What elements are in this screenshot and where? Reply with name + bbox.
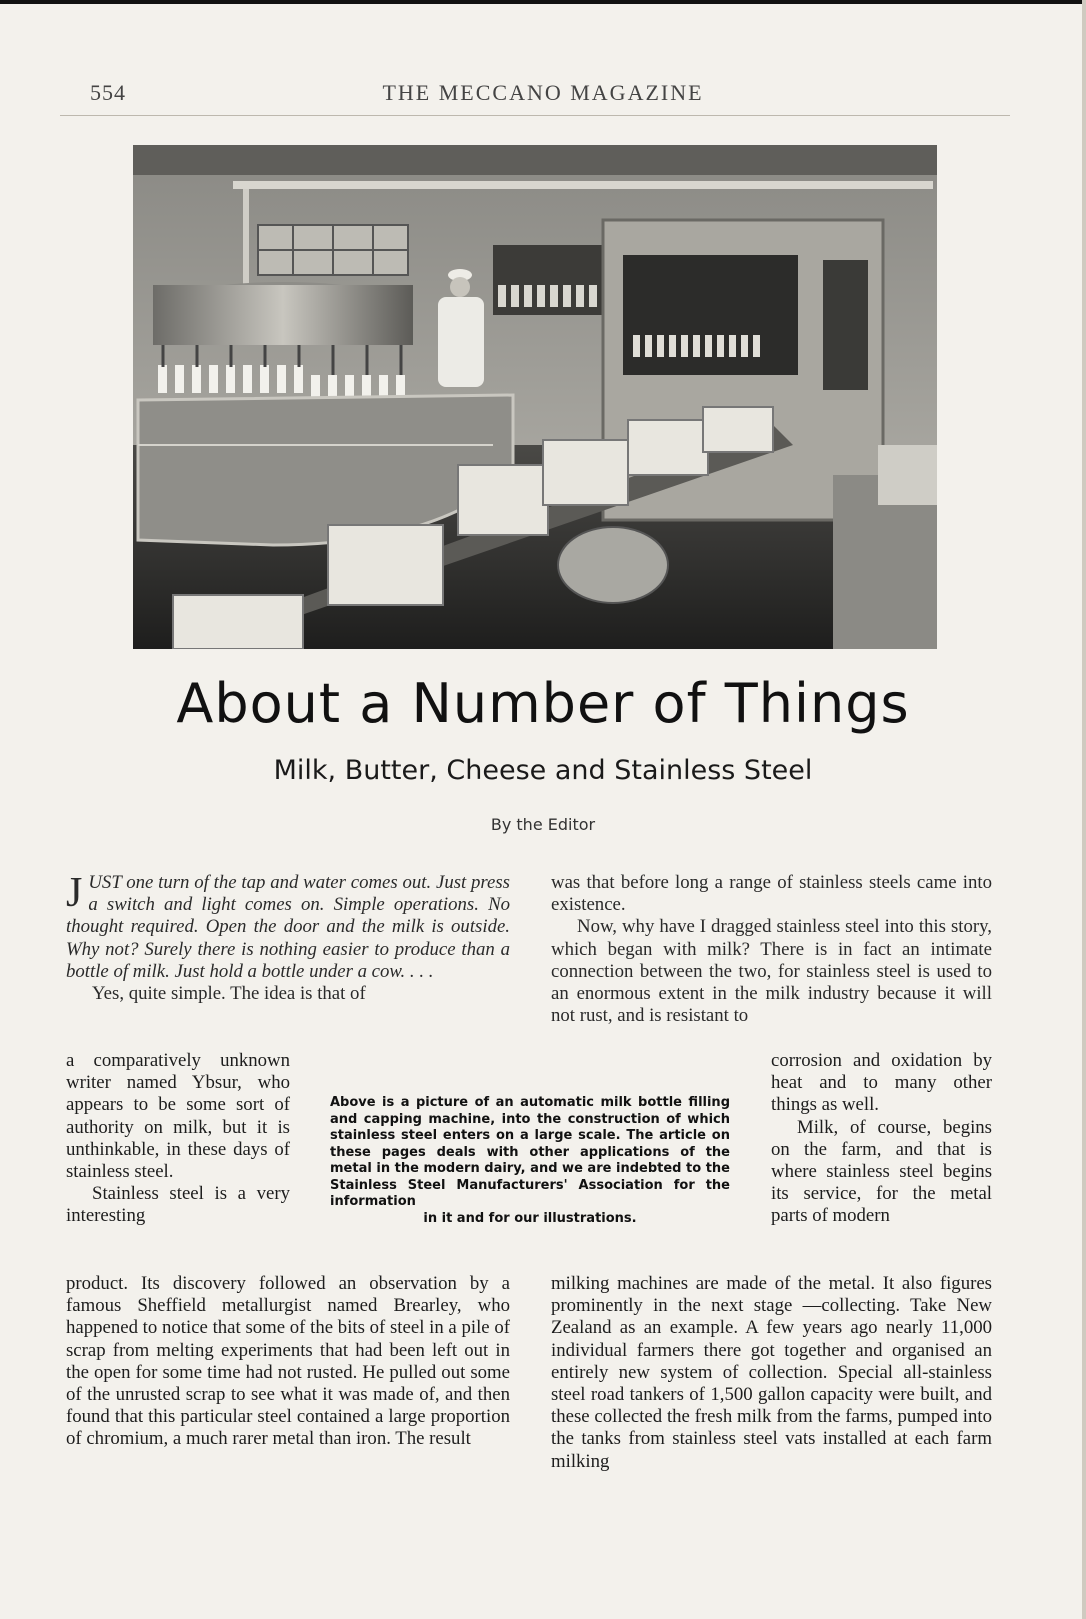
caption-last-line: in it and for our illustrations. (423, 1210, 637, 1226)
milk-bottling-machine-photo (133, 145, 937, 649)
intro-text: UST one turn of the tap and water comes out. Just press a switch and light comes on. Simple operations. No thought required. Open the door and the milk is outside. Why not? Surely there is nothing easier to produce than a bottle of milk. Just hold a bottle under a cow. . . . (66, 872, 510, 982)
running-title: THE MECCANO MAGAZINE (382, 80, 704, 105)
page-right-edge (1082, 0, 1086, 1619)
article-subtitle: Milk, Butter, Cheese and Stainless Steel (273, 755, 813, 786)
left-narrow-text-2: Stainless steel is a very interesting (66, 1183, 290, 1227)
article-byline: By the Editor (490, 815, 596, 834)
page-number: 554 (90, 80, 126, 105)
photo-caption (330, 1095, 730, 1227)
intro-paragraph (66, 872, 510, 983)
header-rule (60, 115, 1010, 116)
left-paragraph-2-start: Yes, quite simple. The idea is that of (92, 983, 366, 1005)
right-column-bottom (551, 1273, 992, 1473)
article-title: About a Number of Things (176, 672, 910, 735)
right-top-text-1: was that before long a range of stainless steels came into existence. (551, 872, 992, 916)
left-column-narrow (66, 1050, 290, 1228)
caption-text: Above is a picture of an automatic milk bottle filling and capping machine, into the construction of which stainless steel enters on a large scale. The article on these pages deals with other applications of the metal in the modern dairy, and we are indebted to the Stainless Steel Manufacturers' Association for the information (330, 1095, 730, 1209)
photo-illustration (133, 145, 937, 649)
drop-cap: J (66, 870, 83, 916)
page-top-border (0, 0, 1086, 4)
left-bottom-text: product. Its discovery followed an observation by a famous Sheffield metallurgist named Brearley, who happened to notice that some of the bits of steel in a pile of scrap from melting experiments that had been left out in the open for some time had not rusted. He pulled out some of the unrusted scrap to see what it was made of, and then found that this particular steel contained a large proportion of chromium, a much rarer metal than iron. The result (66, 1273, 510, 1450)
right-narrow-text-2: Milk, of course, begins on the farm, and that is where stainless steel begins its service, for the metal parts of modern (771, 1116, 992, 1227)
right-column-narrow (771, 1050, 992, 1228)
right-top-text-2: Now, why have I dragged stainless steel into this story, which began with milk? There is in fact an intimate connection between the two, for stainless steel is used to an enormous extent in the milk industry because it will not rust, and is resistant to (551, 916, 992, 1027)
right-column-top (551, 872, 992, 1027)
right-narrow-text-1: corrosion and oxidation by heat and to many other things as well. (771, 1050, 992, 1116)
right-bottom-text: milking machines are made of the metal. It also figures prominently in the next stage —collecting. Take New Zealand as an example. A few years ago nearly 11,000 individual farmers there got together and organised an entirely new system of collection. Special all-stainless steel road tankers of 1,500 gallon capacity were built, and these collected the fresh milk from the farms, pumped into the tanks from stainless steel vats installed at each farm milking (551, 1273, 992, 1472)
left-column-top (66, 872, 510, 1005)
left-narrow-text: a comparatively unknown writer named Ybsur, who appears to be some sort of authority on milk, but it is unthinkable, in these days of stainless steel. (66, 1050, 290, 1183)
left-column-bottom (66, 1273, 510, 1451)
